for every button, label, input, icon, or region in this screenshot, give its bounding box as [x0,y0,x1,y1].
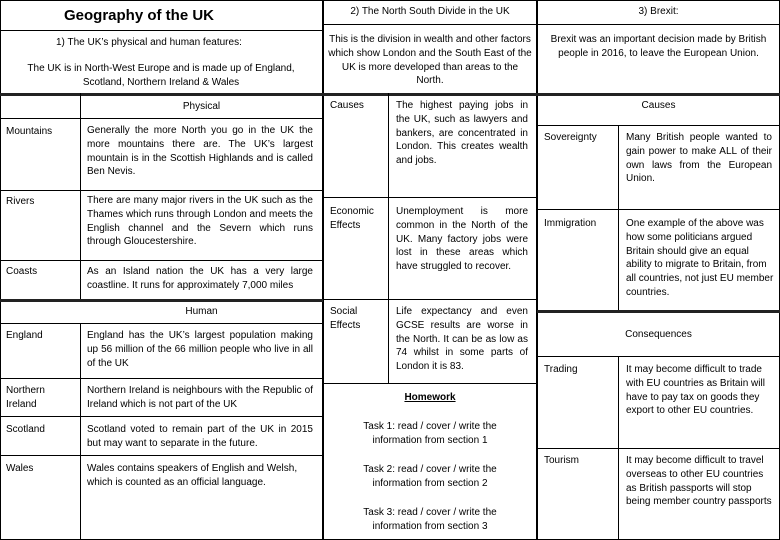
divider [0,455,323,456]
divider [0,378,323,379]
homework-heading: Homework [404,392,456,403]
physical-term: Rivers [6,196,35,207]
section-1-heading: 1) The UK’s physical and human features: [56,37,242,48]
divide-text: Life expectancy and even GCSE results are worse in the North. It can be as low as 74 whilst in some parts of London it is 83. [396,306,528,373]
divider [0,118,323,119]
divider [537,448,780,449]
human-term: Scotland [6,424,45,435]
divider [323,197,537,198]
divide-term: Causes [330,100,364,111]
divide-text: The highest paying jobs in the UK, such as lawyers and bankers, are concentrated in London. This creates wealth and jobs. [396,100,528,167]
brexit-cause-text: Many British people wanted to gain power to make ALL of their own laws from the European Union. [626,132,772,185]
divider [323,299,537,300]
physical-text: Generally the more North you go in the UK the more mountains there are. The UK’s largest mountain is in the Scottish Highlands and is called Ben Nevis. [87,125,313,178]
human-heading: Human [185,306,218,317]
divider [0,260,323,261]
divider [0,416,323,417]
section-2-heading: 2) The North South Divide in the UK [350,6,510,17]
divider [0,299,323,302]
section-3-intro: Brexit was an important decision made by British people in 2016, to leave the European Union. [550,34,767,59]
human-text: Scotland voted to remain part of the UK in 2015 but may want to separate in the future. [87,424,313,449]
divider [537,24,780,25]
brexit-cause-term: Immigration [544,218,597,229]
divider [618,125,619,310]
physical-term: Mountains [6,126,53,137]
human-text: Wales contains speakers of English and Welsh, which is counted as an official language. [87,463,298,488]
divider [537,356,780,357]
divide-term: Economic Effects [330,206,374,231]
consequences-heading: Consequences [625,329,692,340]
divider [0,93,323,96]
divider [0,323,323,324]
section-2-intro: This is the division in wealth and other factors which show London and the South East of the UK is more developed than areas to the North. [328,34,532,87]
divide-term: Social Effects [330,306,361,331]
brexit-cause-text: One example of the above was how some politicians argued Britain should give an equal ability to migrate to Britain, from all countries, not just EU member countries. [626,218,774,298]
section-1-intro: The UK is in North-West Europe and is made up of England, Scotland, Northern Ireland & Wales [27,63,295,88]
divider [0,190,323,191]
brexit-cause-term: Sovereignty [544,132,597,143]
divider [80,93,81,299]
divider [323,93,537,96]
divider [537,209,780,210]
brexit-consequence-text: It may become difficult to travel overseas to other EU countries as British passports will stop being member country passports [626,455,772,508]
page-title: Geography of the UK [64,7,215,24]
divider [537,125,780,126]
human-term: England [6,330,43,341]
homework-task: Task 3: read / cover / write the information from section 3 [363,507,497,532]
human-text: Northern Ireland is neighbours with the Republic of Ireland which is not part of the UK [87,385,313,410]
brexit-consequence-term: Tourism [544,455,580,466]
divider [323,24,537,25]
homework-task: Task 2: read / cover / write the information from section 2 [363,464,497,489]
divider [323,383,537,384]
human-text: England has the UK’s largest population making up 56 million of the 66 million people who live in all of the UK [87,330,313,369]
physical-text: There are many major rivers in the UK such as the Thames which runs through London and meets the English channel and the Severn which runs through Gloucestershire. [87,195,313,248]
divider [537,310,780,313]
human-term: Wales [6,463,34,474]
human-term: Northern Ireland [6,385,45,410]
homework-task: Task 1: read / cover / write the information from section 1 [363,421,497,446]
brexit-consequence-text: It may become difficult to trade with EU countries as Britain will have to pay tax on goods they export to other EU countries. [626,364,765,417]
brexit-consequence-term: Trading [544,364,578,375]
causes-heading: Causes [641,100,676,111]
physical-term: Coasts [6,266,38,277]
divider [388,93,389,383]
section-3-heading: 3) Brexit: [638,6,679,17]
divider [537,93,780,96]
physical-heading: Physical [182,101,221,112]
physical-text: As an Island nation the UK has a very large coastline. It runs for approximately 7,000 miles [87,266,313,291]
divide-text: Unemployment is more common in the North of the UK. Many factory jobs were lost in these areas which have struggled to recover. [396,206,528,273]
divider [80,323,81,540]
divider [0,30,323,31]
